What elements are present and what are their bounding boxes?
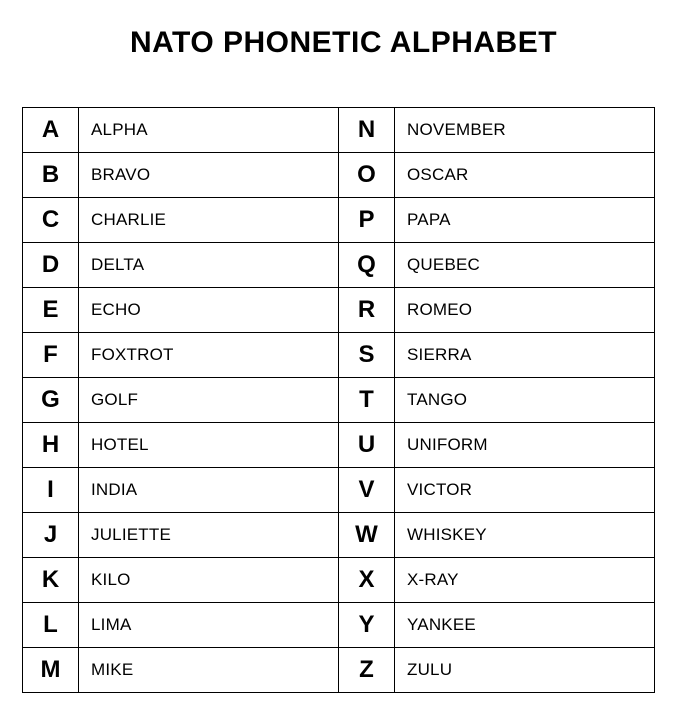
letter-cell: H <box>23 423 79 468</box>
table-row <box>23 513 655 558</box>
word-cell: X-RAY <box>395 558 655 603</box>
table-row <box>23 333 655 378</box>
letter-cell: O <box>339 153 395 198</box>
letter-cell: S <box>339 333 395 378</box>
letter-cell: Q <box>339 243 395 288</box>
table-row <box>23 558 655 603</box>
alphabet-table <box>22 107 655 693</box>
word-cell: INDIA <box>79 468 339 513</box>
letter-cell: C <box>23 198 79 243</box>
word-cell: WHISKEY <box>395 513 655 558</box>
word-cell: KILO <box>79 558 339 603</box>
word-cell: VICTOR <box>395 468 655 513</box>
letter-cell: F <box>23 333 79 378</box>
letter-cell: X <box>339 558 395 603</box>
word-cell: HOTEL <box>79 423 339 468</box>
letter-cell: Y <box>339 603 395 648</box>
letter-cell: R <box>339 288 395 333</box>
word-cell: TANGO <box>395 378 655 423</box>
alphabet-table-container <box>22 107 654 693</box>
word-cell: YANKEE <box>395 603 655 648</box>
word-cell: ALPHA <box>79 108 339 153</box>
table-row <box>23 603 655 648</box>
word-cell: GOLF <box>79 378 339 423</box>
word-cell: SIERRA <box>395 333 655 378</box>
word-cell: NOVEMBER <box>395 108 655 153</box>
word-cell: UNIFORM <box>395 423 655 468</box>
letter-cell: L <box>23 603 79 648</box>
letter-cell: D <box>23 243 79 288</box>
letter-cell: V <box>339 468 395 513</box>
word-cell: ECHO <box>79 288 339 333</box>
letter-cell: A <box>23 108 79 153</box>
letter-cell: Z <box>339 648 395 693</box>
word-cell: JULIETTE <box>79 513 339 558</box>
word-cell: BRAVO <box>79 153 339 198</box>
word-cell: QUEBEC <box>395 243 655 288</box>
table-row <box>23 648 655 693</box>
table-row <box>23 423 655 468</box>
letter-cell: M <box>23 648 79 693</box>
word-cell: CHARLIE <box>79 198 339 243</box>
word-cell: ZULU <box>395 648 655 693</box>
table-row <box>23 243 655 288</box>
letter-cell: B <box>23 153 79 198</box>
alphabet-table-body <box>23 108 655 693</box>
table-row <box>23 378 655 423</box>
word-cell: OSCAR <box>395 153 655 198</box>
table-row <box>23 288 655 333</box>
word-cell: MIKE <box>79 648 339 693</box>
letter-cell: W <box>339 513 395 558</box>
word-cell: PAPA <box>395 198 655 243</box>
letter-cell: U <box>339 423 395 468</box>
table-row <box>23 198 655 243</box>
table-row <box>23 153 655 198</box>
letter-cell: G <box>23 378 79 423</box>
letter-cell: J <box>23 513 79 558</box>
letter-cell: N <box>339 108 395 153</box>
word-cell: LIMA <box>79 603 339 648</box>
word-cell: ROMEO <box>395 288 655 333</box>
word-cell: FOXTROT <box>79 333 339 378</box>
word-cell: DELTA <box>79 243 339 288</box>
letter-cell: I <box>23 468 79 513</box>
letter-cell: P <box>339 198 395 243</box>
table-row <box>23 108 655 153</box>
letter-cell: T <box>339 378 395 423</box>
page-title: NATO PHONETIC ALPHABET <box>129 26 558 59</box>
letter-cell: E <box>23 288 79 333</box>
table-row <box>23 468 655 513</box>
letter-cell: K <box>23 558 79 603</box>
